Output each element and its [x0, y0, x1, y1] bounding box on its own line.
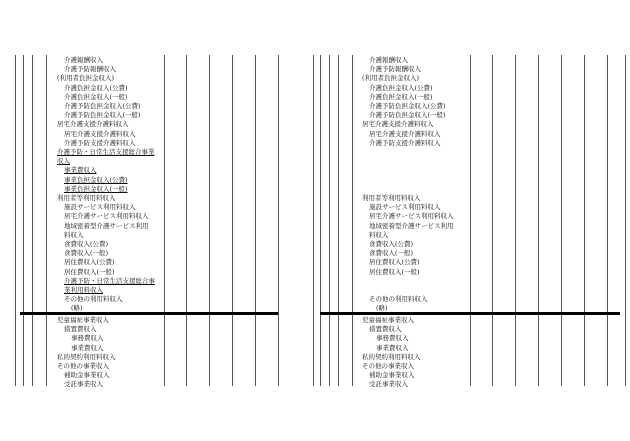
account-item: 介護予防支援介護料収入: [64, 138, 136, 147]
account-item: 居宅介護支援介護料収入: [64, 129, 136, 138]
account-item: (利用者負担金収入): [362, 74, 420, 83]
account-item: 介護予防報酬収入: [64, 65, 116, 74]
account-item: 居住費収入(一般): [369, 267, 420, 276]
account-item: 介護予防負担金収入(公費): [369, 102, 446, 110]
account-item: 介護負担金収入(公費): [64, 83, 128, 92]
account-item: 介護予防負担金収入(一般): [369, 111, 446, 120]
account-item: 施設サービス利用料収入: [64, 203, 136, 212]
grid-line: [625, 55, 626, 386]
account-item: (利用者負担金収入): [57, 74, 115, 83]
grid-line: [492, 55, 493, 386]
account-item: 施設サービス利用料収入: [369, 203, 441, 212]
grid-line: [32, 55, 33, 386]
account-item: 居宅介護支援介護料収入: [362, 120, 434, 129]
grid-line: [313, 55, 314, 386]
account-item: 介護報酬収入: [369, 56, 408, 64]
account-item: 介護負担金収入(一般): [64, 92, 128, 101]
account-item: (略): [376, 304, 388, 313]
grid-line: [538, 55, 539, 386]
grid-line: [320, 55, 321, 386]
account-item: 介護負担金収入(一般): [369, 92, 433, 101]
account-item: 料収入: [369, 230, 389, 239]
account-item: 食費収入(公費): [369, 240, 414, 248]
account-item: 措置費収入: [369, 325, 402, 334]
grid-line: [209, 55, 210, 386]
account-item: 介護予防・日常生活支援総合事: [64, 276, 155, 285]
grid-line: [515, 55, 516, 386]
account-item: 食費収入(一般): [64, 249, 109, 258]
grid-line: [470, 55, 471, 386]
account-item: 食費収入(公費): [64, 240, 109, 248]
account-item: 収入: [57, 157, 70, 166]
grid-line: [164, 55, 165, 386]
account-item: 事務費収入: [376, 334, 409, 343]
section-divider: [20, 312, 278, 315]
account-item: その他の利用料収入: [64, 295, 123, 304]
account-item: 補助金事業収入: [369, 371, 415, 380]
account-item: 居住費収入(一般): [64, 267, 115, 276]
account-item: 食費収入(一般): [369, 249, 414, 258]
account-item: 事業費収入: [64, 166, 97, 175]
account-item: 居宅介護サービス利用料収入: [64, 212, 149, 221]
account-item: 利用者等利用料収入: [362, 194, 421, 202]
account-item: 居住費収入(公費): [64, 258, 115, 267]
grid-line: [15, 55, 16, 386]
account-item: その他の事業収入: [57, 362, 109, 370]
account-item: 私的契約利用料収入: [362, 352, 421, 361]
grid-line: [329, 55, 330, 386]
grid-line: [278, 55, 279, 386]
account-item: 利用者等利用料収入: [57, 194, 116, 202]
account-item: 事業負担金収入(一般): [64, 184, 128, 193]
grid-line: [607, 55, 608, 386]
grid-line: [232, 55, 233, 386]
grid-line: [23, 55, 24, 386]
account-item: (略): [71, 304, 83, 313]
account-item: 介護予防負担金収入(公費): [64, 102, 141, 110]
account-item: 居宅介護支援介護料収入: [369, 129, 441, 138]
account-item: その他の事業収入: [362, 362, 414, 370]
account-item: 居宅介護支援介護料収入: [57, 120, 129, 129]
account-item: 居住費収入(公費): [369, 258, 420, 267]
grid-line: [561, 55, 562, 386]
account-item: 事業費収入: [376, 343, 409, 352]
account-item: 介護予防・日常生活支援総合事業: [57, 148, 155, 156]
account-item: 事業負担金収入(公費): [64, 175, 128, 184]
section-divider: [320, 312, 620, 315]
account-item: 私的契約利用料収入: [57, 352, 116, 361]
grid-line: [255, 55, 256, 386]
account-item: 介護報酬収入: [64, 56, 103, 64]
account-item: 児童福祉事業収入: [362, 316, 414, 324]
account-item: 居宅介護サービス利用料収入: [369, 212, 454, 221]
account-item: その他の利用料収入: [369, 295, 428, 304]
account-item: 介護予防支援介護料収入: [369, 138, 441, 147]
grid-line: [352, 55, 353, 386]
account-item: 受託事業収入: [369, 380, 408, 389]
grid-line: [186, 55, 187, 386]
account-item: 受託事業収入: [64, 380, 103, 389]
account-item: 事業費収入: [71, 343, 104, 352]
account-item: 介護予防報酬収入: [369, 65, 421, 74]
account-item: 地域密着型介護サービス利用: [64, 221, 149, 230]
account-item: 業利用料収入: [64, 286, 103, 294]
account-item: 料収入: [64, 230, 84, 239]
account-item: 補助金事業収入: [64, 371, 110, 380]
grid-line: [584, 55, 585, 386]
account-item: 措置費収入: [64, 325, 97, 334]
grid-line: [338, 55, 339, 386]
account-item: 介護予防負担金収入(一般): [64, 111, 141, 120]
account-item: 事務費収入: [71, 334, 104, 343]
account-item: 介護負担金収入(公費): [369, 83, 433, 92]
grid-line: [46, 55, 47, 386]
account-item: 児童福祉事業収入: [57, 316, 109, 324]
account-item: 地域密着型介護サービス利用: [369, 221, 454, 230]
